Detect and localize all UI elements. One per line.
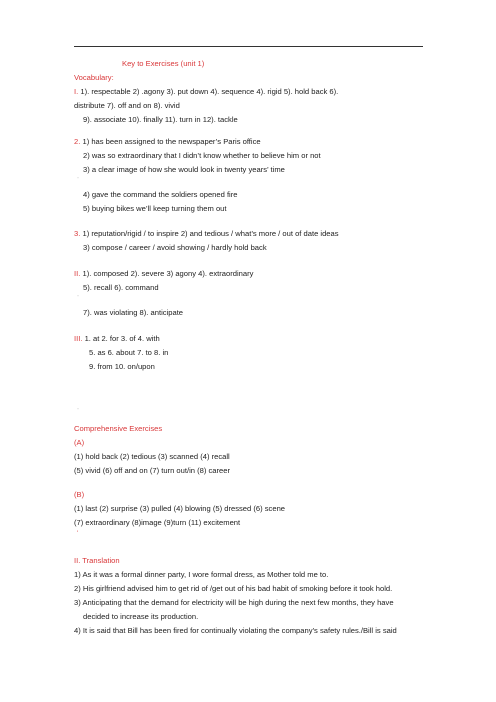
translation-line-5: 4) It is said that Bill has been fired for continually violating the company’s safety rules./Bill is said xyxy=(74,626,397,635)
part-b-line-1: (1) last (2) surprise (3) pulled (4) blowing (5) dressed (6) scene xyxy=(74,504,286,513)
paragraph-mark: ¨ xyxy=(77,296,79,302)
part-b-line-2: (7) extraordinary (8)image (9)turn (11) excitement xyxy=(74,518,241,527)
section-ii-line-3: 7). was violating 8). anticipate xyxy=(83,308,184,317)
section-3-line-1: 3. 1) reputation/rigid / to inspire 2) and tedious / what’s more / out of date ideas xyxy=(74,229,339,238)
section-1-line-2: distribute 7). off and on 8). vivid xyxy=(74,101,180,110)
header-rule xyxy=(74,46,423,47)
vocabulary-heading: Vocabulary: xyxy=(74,73,114,82)
paragraph-mark: ¨ xyxy=(77,409,79,415)
paragraph-mark: ¨ xyxy=(77,178,79,184)
section-1-line-3: 9). associate 10). finally 11). turn in 12). tackle xyxy=(83,115,238,124)
translation-line-3: 3) Anticipating that the demand for electricity will be high during the next few months, they have xyxy=(74,598,394,607)
section-2-line-4: 4) gave the command the soldiers opened fire xyxy=(83,190,238,199)
part-a-line-1: (1) hold back (2) tedious (3) scanned (4) recall xyxy=(74,452,230,461)
section-ii-line-1: II. 1). composed 2). severe 3) agony 4). extraordinary xyxy=(74,269,254,278)
part-a-line-2: (5) vivid (6) off and on (7) turn out/in (8) career xyxy=(74,466,231,475)
translation-line-1: 1) As it was a formal dinner party, I wore formal dress, as Mother told me to. xyxy=(74,570,329,579)
section-iii-line-3: 9. from 10. on/upon xyxy=(89,362,155,371)
section-2-line-2: 2) was so extraordinary that I didn’t know whether to believe him or not xyxy=(83,151,321,160)
section-1-number: I. xyxy=(74,87,79,96)
paragraph-mark: ' xyxy=(77,531,79,537)
section-ii-line-2: 5). recall 6). command xyxy=(83,283,159,292)
section-iii-line-1: III. 1. at 2. for 3. of 4. with xyxy=(74,334,160,343)
section-iii-number: III. xyxy=(74,334,83,343)
section-1-line-1: I. 1). respectable 2) .agony 3). put down 4). sequence 4). rigid 5). hold back 6). xyxy=(74,87,339,96)
document-title: Key to Exercises (unit 1) xyxy=(122,59,205,68)
section-ii-number: II. xyxy=(74,269,81,278)
section-2-number: 2. xyxy=(74,137,81,146)
section-3-number: 3. xyxy=(74,229,81,238)
part-a-label: (A) xyxy=(74,438,85,447)
translation-line-4: decided to increase its production. xyxy=(83,612,199,621)
section-iii-line-2: 5. as 6. about 7. to 8. in xyxy=(89,348,169,357)
comprehensive-heading: Comprehensive Exercises xyxy=(74,424,163,433)
part-b-label: (B) xyxy=(74,490,85,499)
translation-line-2: 2) His girlfriend advised him to get rid of /get out of his bad habit of smoking before it took hold. xyxy=(74,584,393,593)
section-2-line-1: 2. 1) has been assigned to the newspaper’s Paris office xyxy=(74,137,261,146)
section-3-line-2: 3) compose / career / avoid showing / hardly hold back xyxy=(83,243,267,252)
section-2-line-3: 3) a clear image of how she would look in twenty years’ time xyxy=(83,165,285,174)
section-2-line-5: 5) buying bikes we’ll keep turning them out xyxy=(83,204,227,213)
translation-heading: II. Translation xyxy=(74,556,120,565)
